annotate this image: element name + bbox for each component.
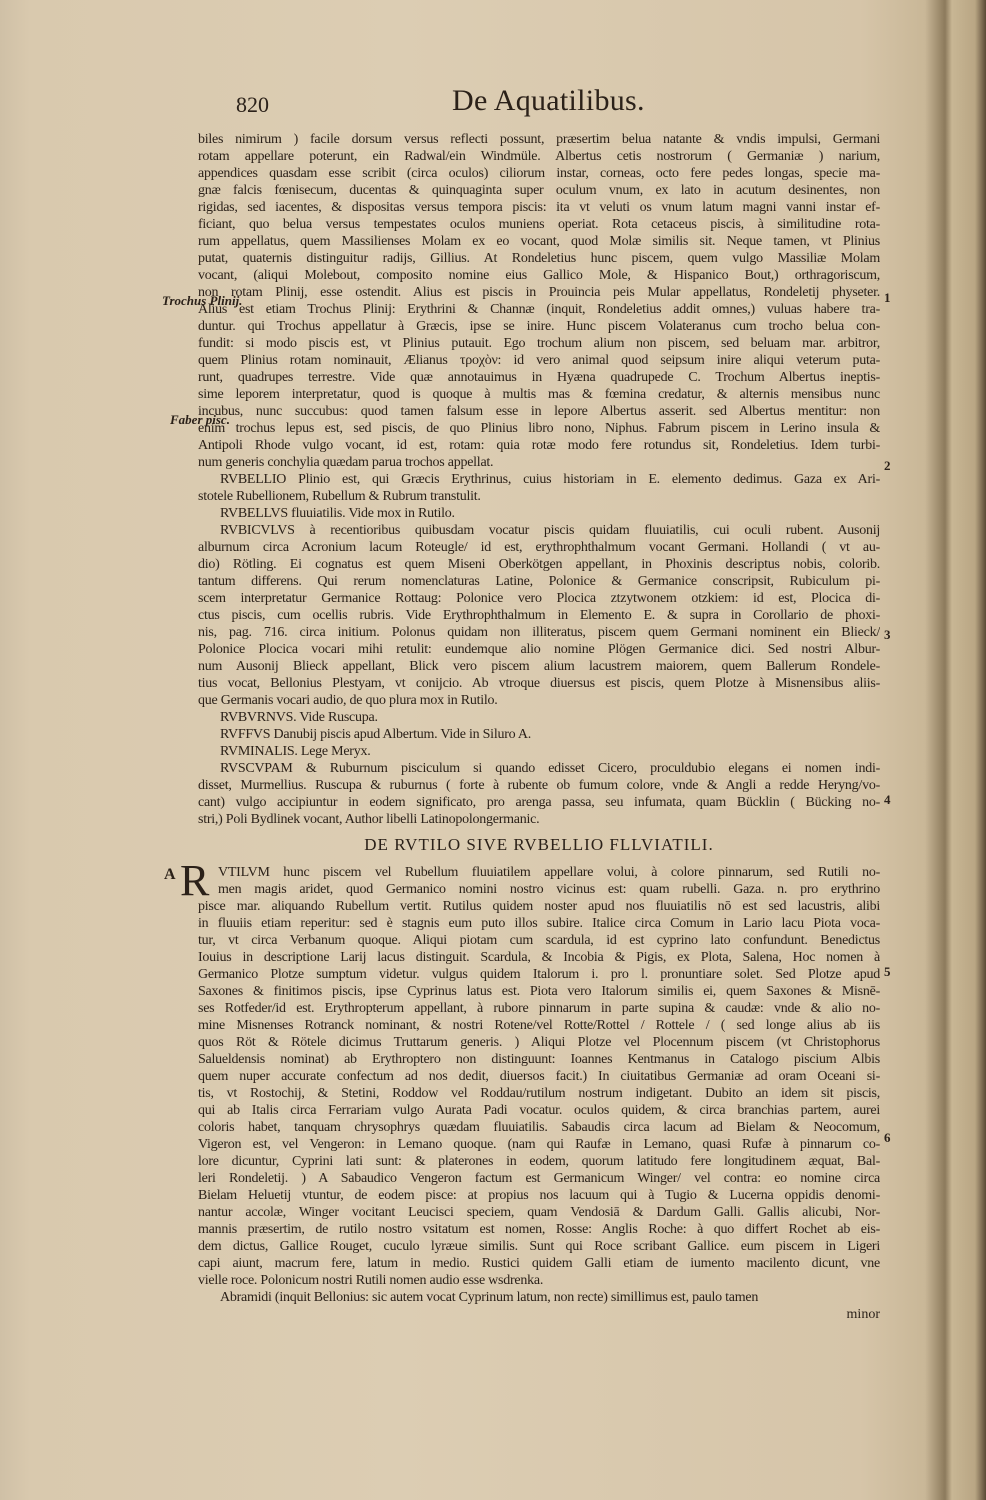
text-line: Salueldensis nominat) ab Erythroptero non distinguunt: Ioannes Kentmanus in Catalogo piscium Albis <box>198 1052 880 1067</box>
text-line: RVBELLVS fluuiatilis. Vide mox in Rutilo. <box>220 506 455 521</box>
paragraph <box>198 743 880 760</box>
text-line: dio) Rötling. Ei cognatus est quem Miseni Oberkötgen appellant, in Phoxinis descriptus nobis, colorib. <box>198 557 880 572</box>
text-line: scem interpretatur Germanice Rottaug: Polonice vero Plocica ztzytwonem otzkiem: id est, Plocica di- <box>198 591 880 606</box>
section-heading: DE RVTILO SIVE RVBELLIO FLLVIATILI. <box>364 835 714 854</box>
text-line: men magis aridet, quod Germanico nomini nostro vicinus est: quam rubelli. Gaza. n. pro erythrino <box>218 882 880 897</box>
text-line: Abramidi (inquit Bellonius: sic autem vocat Cyprinum latum, non recte) simillimus est, paulo tamen <box>220 1290 759 1305</box>
text-line: ses Rotfeder/id est. Erythropterum appellant, à rubore pinnarum in parte supina & caudæ: vnde & alio no- <box>198 1001 880 1016</box>
text-line: incubus, nunc succubus: quod tamen falsum esse in lepore Albertus asserit. sed Albertus mentitur: non <box>198 404 880 419</box>
text-line: disset, Murmellius. Ruscupa & ruburnus ( forte à rubente ob fumum colore, vnde & Angli a redde Heryng/vo- <box>198 778 880 793</box>
text-line: dem dictus, Gallice Rouget, cuculo lyræue similis. Sunt qui Roce scribant Gallice. eum piscem in Ligeri <box>198 1239 880 1254</box>
text-line: rotam appellare poterunt, ein Radwal/ein Windmüle. Albertus cetis nostrorum ( Germaniæ ) narium, <box>198 149 880 164</box>
text-line: Vigeron est, vel Vengeron: in Lemano quoque. (nam qui Raufæ in Lemano, quasi Rufæ à pinnarum co- <box>198 1137 880 1152</box>
text-line: mine Misnenses Rotranck nominant, & nostri Rotene/vel Rotte/Rottel / Rottele / ( sed longe alius ab iis <box>198 1018 880 1033</box>
text-line: RVFFVS Danubij piscis apud Albertum. Vide in Siluro A. <box>220 727 531 742</box>
text-line: rigidas, sed iacentes, & dispositas versus tempora piscis: ita vt veluti os vnum latum magni vanni instar ef- <box>198 200 880 215</box>
text-line: lore dicuntur, Cyprini lati sunt: & platerones in eodem, quorum latitudo fere longitudinem æquat, Bal- <box>198 1154 880 1169</box>
margin-note: Trochus Plinij. <box>162 293 243 308</box>
paragraph <box>198 864 880 1289</box>
text-line: RVBVRNVS. Vide Ruscupa. <box>220 710 378 725</box>
text-line: sime leporem interpretatur, quod is quoque à multis mas & fœmina credatur, & alternis mensibus nunc <box>198 387 880 402</box>
text-line: tur, vt circa Verbanum quoque. Aliqui piotam cum scardula, id est cyprino lato confundunt. Benedictus <box>198 933 880 948</box>
drop-cap: R <box>180 856 210 905</box>
text-line: leri Rondeletij. ) A Sabaudico Vengeron factum est Germanicum Winger/ vel contra: eo nomine circa <box>198 1171 880 1186</box>
entries-before-section <box>198 131 880 828</box>
text-line: ctus piscis, cum ocellis rubris. Vide Erythrophthalmum in Elemento E. & supra in Corollario de phoxi- <box>198 608 880 623</box>
text-line: cant) vulgo accipiuntur in eodem significato, pro arenga passa, seu infumata, quam Bücklin ( Bücking no- <box>198 795 880 810</box>
text-line: putat, quaternis distinguitur radijs, Gillius. At Rondeletius hunc piscem, quem vulgo Massiliæ Molam <box>198 251 880 266</box>
paragraph <box>198 522 880 709</box>
line-number-marker: 5 <box>884 964 891 979</box>
text-line: stotele Rubellionem, Rubellum & Rubrum transtulit. <box>198 489 481 504</box>
paragraph <box>198 726 880 743</box>
text-line: RVMINALIS. Lege Meryx. <box>220 744 371 759</box>
text-line: Germanico Plotze sumptum videtur. vulgus quidem Italorum i. pro l. pronuntiare solet. Sed Plotze apud <box>198 967 880 982</box>
text-line: appendices quasdam esse scribit (circa oculos) ciliorum instar, corneas, octo fere pedes longas, specie ma- <box>198 166 880 181</box>
text-line: que Germanis vocari audio, de quo plura mox in Rutilo. <box>198 693 498 708</box>
text-line: non rotam Plinij, esse ostendit. Alius est piscis in Prouincia peis Mular appellatus, Rondeletij physeter. <box>198 285 880 300</box>
line-number-marker: 6 <box>884 1130 891 1145</box>
paragraph <box>198 505 880 522</box>
text-line: RVSCVPAM & Ruburnum pisciculum si quando edisset Cicero, proculdubio elegans ei nomen indi- <box>220 761 880 776</box>
text-line: tius vocat, Bellonius Plestyam, vt conijcio. Ab vtroque diuersus est piscis, quem Plotze à Misnensibus aliis- <box>198 676 880 691</box>
section-body <box>164 856 880 1306</box>
line-number-marker: 3 <box>884 627 891 642</box>
text-line: Saxones & finitimos piscis, ipse Cyprinus latus est. Piota vero Italorum similis ei, quem Saxones & Misnē- <box>198 984 880 999</box>
text-line: tis, vt Rostochij, & Stetini, Roddow vel Roddau/rutilum nostrum indigetant. Dubito an idem sit piscis, <box>198 1086 880 1101</box>
text-line: pisce mar. aliquando Rubellum vertit. Rutilus quidem noster apud nos fluuiatilis nō est sed lacustris, alibi <box>198 899 880 914</box>
margin-note: Faber pisc. <box>170 412 230 427</box>
text-line: mannis præsertim, de rutilo nostro vsitatum est nomen, Rosse: Anglis Roche: à quo differt Rochet ab eis- <box>198 1222 880 1237</box>
text-line: Antipoli Rhode vulgo vocant, id est, rotam: quia rotæ modo fere rotundus sit, Rondeletius. Idem turbi- <box>198 438 880 453</box>
text-line: vielle roce. Polonicum nostri Rutili nomen audio esse wsdrenka. <box>198 1273 544 1288</box>
text-line: RVBICVLVS à recentioribus quibusdam vocatur piscis quidam fluuiatilis, cui oculi rubent. Ausonij <box>220 523 880 538</box>
paragraph <box>198 709 880 726</box>
section-paragraphs <box>198 864 880 1306</box>
text-line: ficiant, quo belua versus tempestates oculos muniens operiat. Rota cetaceus piscis, à similitudine rota- <box>198 217 880 232</box>
text-line: quos Röt & Rötele dicimus Truttarum generis. ) Aliqui Plotze vel Plocennum piscem (vt Christophorus <box>198 1035 880 1050</box>
text-line: Iouius in descriptione Larij lacus distinguit. Scardula, & Incobia & Pigis, ex Plota, Salena, Hoc nomen à <box>198 950 880 965</box>
running-title: De Aquatilibus. <box>452 84 645 117</box>
text-line: num Ausonij Blieck appellant, Blick vero piscem alium lacustrem maiorem, quem Ballerum Rondele- <box>198 659 880 674</box>
text-line: nantur accolæ, Winger vocitant Leucisci speciem, quam Vendosiā & Dardum Galli. Gallis alicubi, Nor- <box>198 1205 880 1220</box>
line-number-marker: 2 <box>884 458 891 473</box>
text-line: gnæ falcis fœnisecum, ducentas & quinquaginta super oculum vnum, ex lato in acutum desinentes, non <box>198 183 880 198</box>
paragraph <box>198 471 880 505</box>
text-line: VTILVM hunc piscem vel Rubellum fluuiatilem appellare volui, à colore pinnarum, sed Rutili no- <box>218 865 880 880</box>
line-number-marker: 1 <box>884 290 891 305</box>
paragraph <box>198 131 880 471</box>
text-line: vocant, (aliqui Molebout, composito nomine eius Gallico Mole, & Hispanico Bout,) orthragoriscum, <box>198 268 880 283</box>
text-line: qui ab Italis circa Ferrariam vulgo Aurata Padi vocatur. oculos quidem, & circa branchias partem, aurei <box>198 1103 880 1118</box>
catchword: minor <box>846 1307 880 1322</box>
text-line: Alius est etiam Trochus Plinij: Erythrini & Channæ (inquit, Rondeletius addit omnes,) vuluas habere tra- <box>198 302 880 317</box>
text-line: in fluuiis etiam reperitur: sed è stagnis eum puto illos subire. Italice circa Comum in Lario lacu Piota voca- <box>198 916 880 931</box>
paragraph <box>198 1289 880 1306</box>
text-line: fundit: si modo piscis est, vt Plinius putauit. Ego trochum alium non piscem, sed beluam mar. arbitror, <box>198 336 880 351</box>
text-line: duntur. qui Trochus appellatur à Græcis, ipse se inire. Hunc piscem Volateranus cum trocho belua con- <box>198 319 880 334</box>
text-line: enim trochus lepus est, sed piscis, de quo Plinius libro nono, Niphus. Fabrum piscem in Lerino insula & <box>198 421 880 436</box>
text-line: runt, quadrupes terrestre. Vide quæ annotauimus in Hyæna quadrupede C. Trochum Albertus ineptis- <box>198 370 880 385</box>
text-line: rum appellatus, quem Massilienses Molam ex eo vocant, quod Molæ similis sit. Neque tamen, vt Plinius <box>198 234 880 249</box>
text-line: quem nuper accurate confectum ad nos dedit, diuersos facit.) In ciuitatibus Germaniæ ad oram Oceani si- <box>198 1069 880 1084</box>
text-line: RVBELLIO Plinio est, qui Græcis Erythrinus, cuius historiam in E. elemento dedimus. Gaza ex Ari- <box>220 472 880 487</box>
page-number: 820 <box>236 92 269 117</box>
text-line: stri,) Poli Bydlinek vocant, Author libelli Latinopolongermanic. <box>198 812 540 827</box>
text-line: Bielam Heluetij vtuntur, de eodem pisce: at propius nos lacuum qui à Tugio & Lucerna oppidis denomi- <box>198 1188 880 1203</box>
text-line: tantum differens. Qui rerum nomenclaturas Latine, Polonice & Germanice conscripsit, Rubiculum pi- <box>198 574 880 589</box>
text-line: nis, pag. 716. circa initium. Polonus quidam non illiteratus, piscem quem Germani nominent ein Blieck/ <box>198 625 880 640</box>
text-line: Polonice Plocica vocari mihi retulit: eundemque alio nomine Plögen Germanice dici. Sed nostri Albur- <box>198 642 880 657</box>
text-line: biles nimirum ) facile dorsum versus reflecti possunt, præsertim belua natante & vndis impulsi, Germani <box>198 132 880 147</box>
text-line: alburnum circa Acronium lacum Roteugle/ id est, erythrophthalmum vocant Germani. Hollandi ( vt au- <box>198 540 880 555</box>
text-line: num generis conchylia quædam parua trochos appellat. <box>198 455 494 470</box>
text-body <box>164 131 880 1323</box>
line-number-marker: 4 <box>884 792 891 807</box>
paragraph <box>198 760 880 828</box>
text-line: capi aiunt, macrum fere, latum in medio. Rustici quidem Galli etiam de iumento macilento dicunt, vne <box>198 1256 880 1271</box>
text-line: quem Plinius rotam nominauit, Ælianus τροχὸν: id vero animal quod seipsum inire aliqui veterum puta- <box>198 353 880 368</box>
text-line: coloris habet, tanquam chrysophrys quædam fluuiatilis. Sabaudis circa lacum ad Bielam & Neocomum, <box>198 1120 880 1135</box>
section-letter: A <box>164 866 176 883</box>
